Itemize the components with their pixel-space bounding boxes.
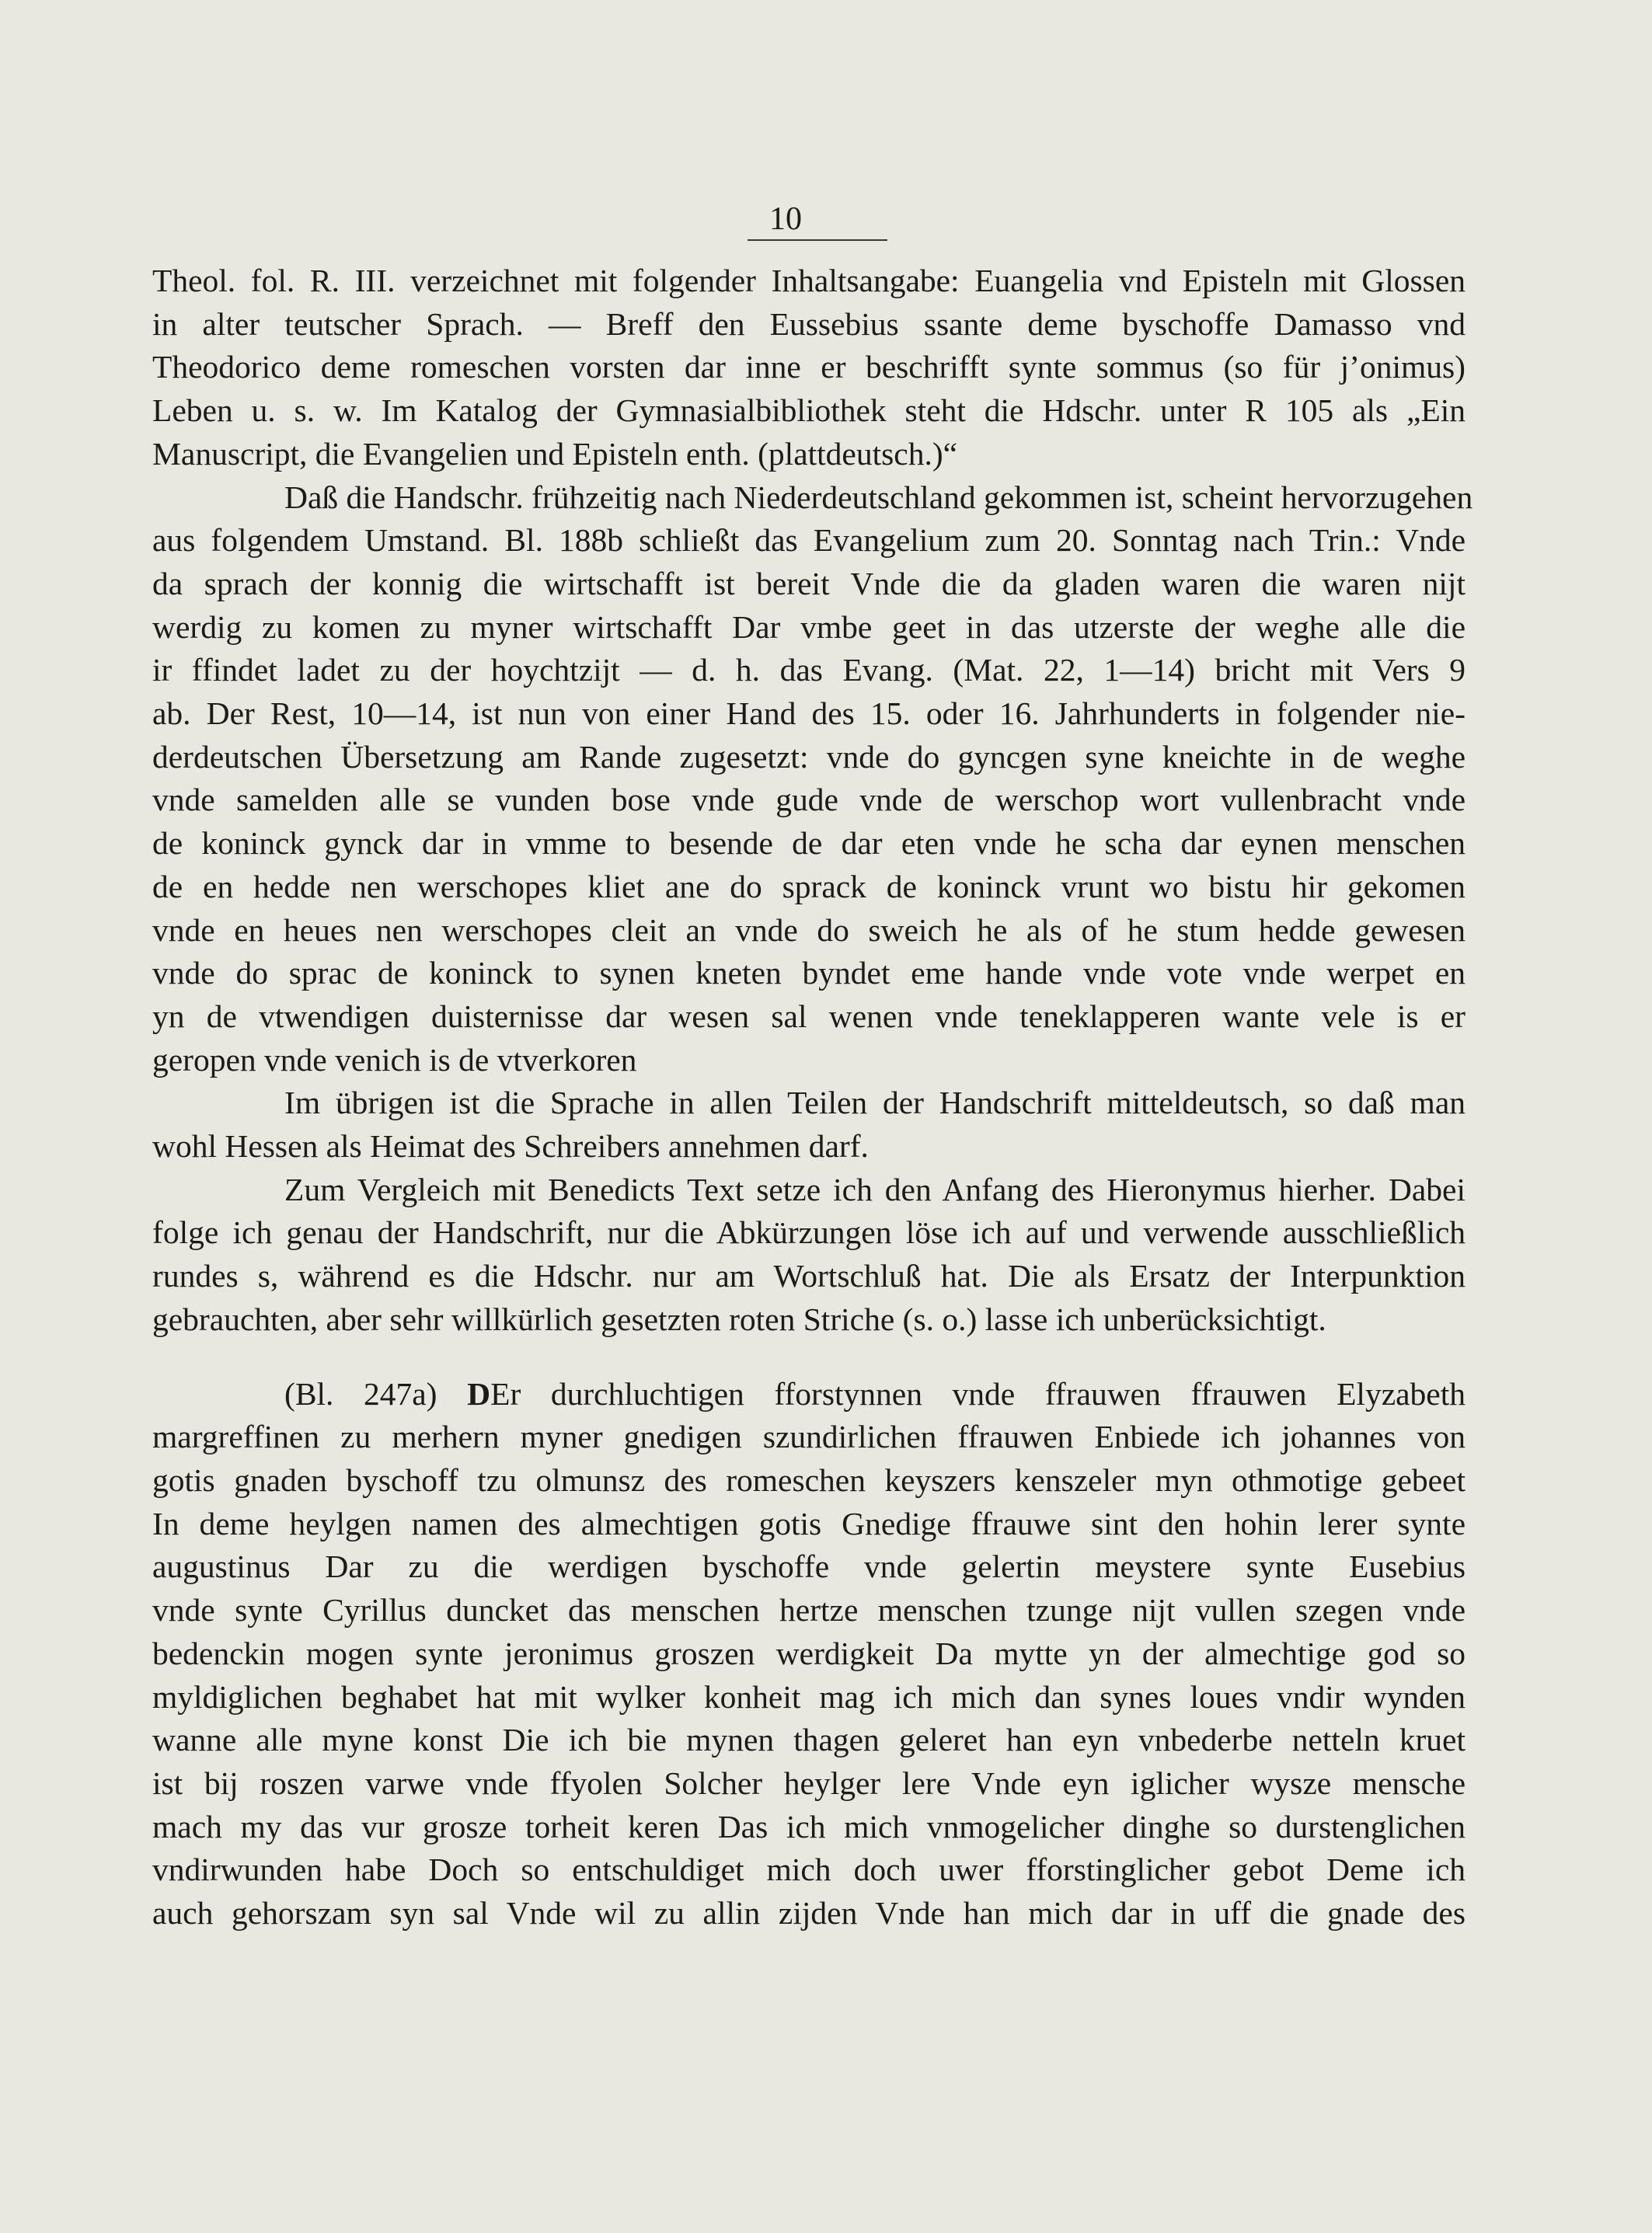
text-line: da sprach der konnig die wirtschafft ist bereit Vnde die da gladen waren die waren nijt xyxy=(152,565,1466,601)
text-line: Theol. fol. R. III. verzeichnet mit folgender Inhaltsangabe: Euangelia vnd Episteln mit Glossen xyxy=(152,263,1466,298)
text-line: auch gehorszam syn sal Vnde wil zu allin zijden Vnde han mich dar in uff die gnade des xyxy=(152,1895,1466,1932)
text-line: Theodorico deme romeschen vorsten dar inne er beschrifft synte sommus (so für j’onimus) xyxy=(152,349,1466,385)
text-line: ist bij roszen varwe vnde ffyolen Solcher heylger lere Vnde eyn iglicher wysze mensche xyxy=(152,1764,1466,1801)
text-line: Leben u. s. w. Im Katalog der Gymnasialbibliothek steht die Hdschr. unter R 105 als „Ein xyxy=(152,392,1466,429)
text-line: aus folgendem Umstand. Bl. 188b schließt das Evangelium zum 20. Sonntag nach Trin.: Vnde xyxy=(152,522,1466,559)
text-line: de koninck gynck dar in vmme to besende de dar eten vnde he scha dar eynen menschen xyxy=(152,825,1466,862)
text-line: Daß die Handschr. frühzeitig nach Niederdeutschland gekommen ist, scheint hervorzugehen xyxy=(284,479,1473,515)
text-line: bedenckin mogen synte jeronimus groszen werdigkeit Da mytte yn der almechtige god so xyxy=(152,1635,1466,1671)
text-line: derdeutschen Übersetzung am Rande zugesetzt: vnde do gyncgen syne kneichte in de weghe xyxy=(152,738,1466,775)
text-line: vnde synte Cyrillus duncket das menschen hertze menschen tzunge nijt vullen szegen vnde xyxy=(152,1592,1466,1629)
text-line: vnde samelden alle se vunden bose vnde gude vnde de werschop wort vullenbracht vnde xyxy=(152,782,1466,818)
page-number: 10 xyxy=(769,201,802,237)
paragraph-language-note xyxy=(152,1082,1466,1168)
text-line: wanne alle myne konst Die ich bie mynen thagen geleret han eyn vnbederbe netteln kruet xyxy=(152,1722,1466,1758)
text-line: vndirwunden habe Doch so entschuldiget mich doch uwer fforstinglicher gebot Deme ich xyxy=(152,1852,1466,1888)
text-line: in alter teutscher Sprach. — Breff den Eussebius ssante deme byschoffe Damasso vnd xyxy=(152,305,1466,342)
text-line: mach my das vur grosze torheit keren Das ich mich vnmogelicher dinghe so durstenglichen xyxy=(152,1808,1466,1845)
text-line: de en hedde nen werschopes kliet ane do sprack de koninck vrunt wo bistu hir gekomen xyxy=(152,868,1466,904)
text-line: ir ffindet ladet zu der hoychtzijt — d. h. das Evang. (Mat. 22, 1—14) bricht mit Vers 9 xyxy=(152,652,1466,688)
paragraph-edition-method xyxy=(152,1169,1466,1342)
paragraph-low-german-origin xyxy=(152,476,1473,1082)
drop-initial: D xyxy=(467,1375,491,1412)
text-line: gebrauchten, aber sehr willkürlich gesetzten roten Striche (s. o.) lasse ich unberücksichtigt. xyxy=(152,1301,1326,1337)
text-line: augustinus Dar zu die werdigen byschoffe vnde gelertin meystere synte Eusebius xyxy=(152,1548,1466,1585)
text-line: Zum Vergleich mit Benedicts Text setze ich den Anfang des Hieronymus hierher. Dabei xyxy=(284,1171,1466,1207)
first-line-rest: Er durchluchtigen fforstynnen vnde ffrauwen ffrauwen Elyzabeth xyxy=(490,1375,1466,1412)
text-line: ab. Der Rest, 10—14, ist nun von einer Hand des 15. oder 16. Jahrhunderts in folgender nie- xyxy=(152,695,1466,732)
text-line: margreffinen zu merhern myner gnedigen szundirlichen ffrauwen Enbiede ich johannes von xyxy=(152,1419,1466,1455)
paragraph-catalog-entry xyxy=(152,260,1466,476)
paragraph-hieronymus-text xyxy=(152,1373,1466,1935)
text-line: myldiglichen beghabet hat mit wylker konheit mag ich mich dan synes loues vndir wynden xyxy=(152,1678,1466,1715)
text-line-first xyxy=(152,1373,1466,1416)
text-line: rundes s, während es die Hdschr. nur am Wortschluß hat. Die als Ersatz der Interpunktion xyxy=(152,1258,1466,1294)
text-line: gotis gnaden byschoff tzu olmunsz des romeschen keyszers kenszeler myn othmotige gebeet xyxy=(152,1461,1466,1498)
folio-reference: (Bl. 247a) xyxy=(284,1375,437,1412)
text-line: yn de vtwendigen duisternisse dar wesen sal wenen vnde teneklapperen wante vele is er xyxy=(152,998,1466,1034)
text-line: vnde do sprac de koninck to synen kneten byndet eme hande vnde vote vnde werpet en xyxy=(152,955,1466,991)
main-text xyxy=(152,260,1473,1935)
text-line: In deme heylgen namen des almechtigen gotis Gnedige ffrauwe sint den hohin lerer synte xyxy=(152,1505,1466,1542)
header-rule xyxy=(748,239,887,241)
text-line: Im übrigen ist die Sprache in allen Teilen der Handschrift mitteldeutsch, so daß man xyxy=(284,1085,1466,1121)
text-line: wohl Hessen als Heimat des Schreibers annehmen darf. xyxy=(152,1128,869,1165)
text-line: geropen vnde venich is de vtverkoren xyxy=(152,1041,637,1078)
text-line: werdig zu komen zu myner wirtschafft Dar vmbe geet in das utzerste der weghe alle die xyxy=(152,608,1466,645)
text-line: folge ich genau der Handschrift, nur die Abkürzungen löse ich auf und verwende ausschließlich xyxy=(152,1214,1466,1251)
text-line: vnde en heues nen werschopes cleit an vnde do sweich he als of he stum hedde gewesen xyxy=(152,911,1466,948)
text-line: Manuscript, die Evangelien und Episteln enth. (plattdeutsch.)“ xyxy=(152,435,958,472)
